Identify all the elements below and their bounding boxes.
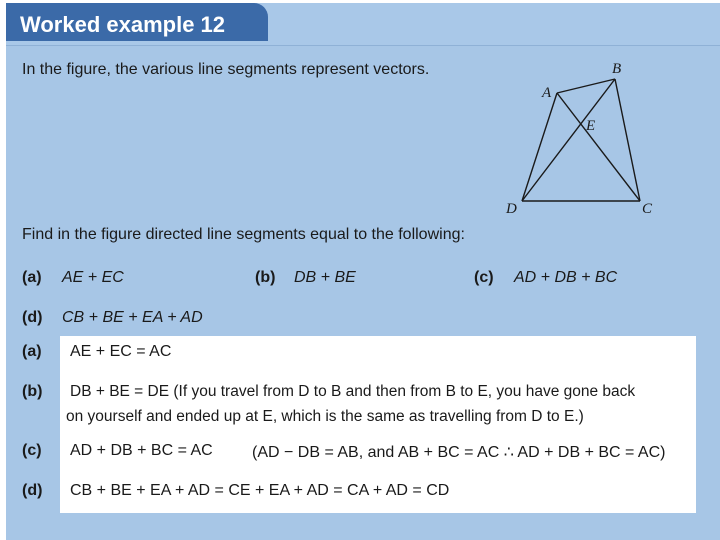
answer-b-label: (b) <box>22 383 43 400</box>
question-b-expr: DB + BE <box>294 269 356 286</box>
point-label-e: E <box>586 118 596 134</box>
answer-c-text: AD + DB + BC = AC <box>70 442 213 459</box>
segment-ac <box>557 93 640 201</box>
question-a-label: (a) <box>22 269 42 286</box>
point-label-b: B <box>612 61 622 77</box>
intro-text: In the figure, the various line segments represent vectors. <box>22 61 430 78</box>
page-title: Worked example 12 <box>20 12 226 37</box>
answer-a-label: (a) <box>22 343 42 360</box>
answer-d-label: (d) <box>22 482 43 499</box>
question-a-expr: AE + EC <box>62 269 124 286</box>
answer-c-note: (AD − DB = AB, and AB + BC = AC ∴ AD + DB + BC = AC) <box>252 444 666 461</box>
answer-c-label: (c) <box>22 442 42 459</box>
answer-b-text: DB + BE = DE (If you travel from D to B and then from B to E, you have gone back <box>70 383 636 400</box>
answer-d-text: CB + BE + EA + AD = CE + EA + AD = CA + AD = CD <box>70 482 450 499</box>
vector-figure <box>500 55 670 220</box>
segment-da <box>522 93 557 201</box>
question-c-label: (c) <box>474 269 494 286</box>
point-label-c: C <box>642 201 653 217</box>
segment-bc <box>615 79 640 201</box>
point-label-d: D <box>506 201 517 217</box>
segment-db <box>522 79 615 201</box>
question-d-expr: CB + BE + EA + AD <box>62 309 203 326</box>
instruction-text: Find in the figure directed line segments equal to the following: <box>22 226 465 243</box>
point-label-a: A <box>542 85 552 101</box>
question-d-label: (d) <box>22 309 43 326</box>
title-tab <box>6 3 268 41</box>
answer-a-text: AE + EC = AC <box>70 343 172 360</box>
answer-b-text-line2: on yourself and ended up at E, which is the same as travelling from D to E.) <box>66 408 584 425</box>
question-b-label: (b) <box>255 269 276 286</box>
question-c-expr: AD + DB + BC <box>514 269 618 286</box>
